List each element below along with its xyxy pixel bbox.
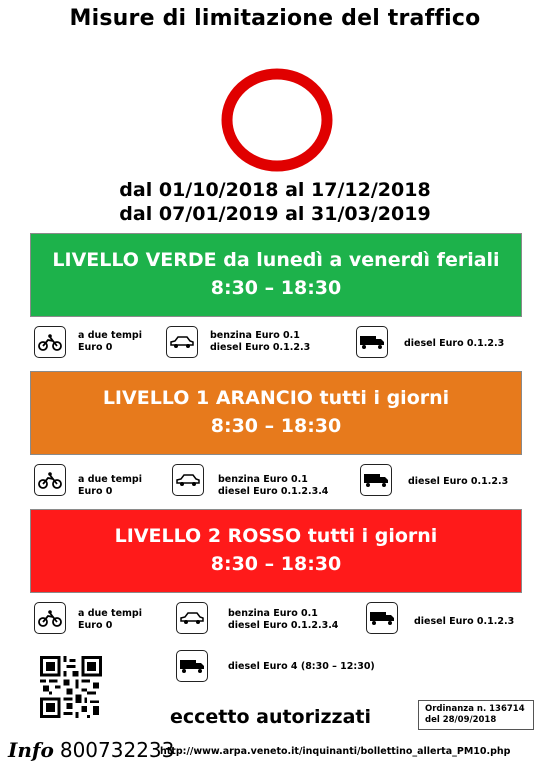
truck-restriction-label: diesel Euro 0.1.2.3	[414, 616, 515, 627]
car-restriction-label	[218, 474, 328, 498]
motorcycle-icon	[34, 602, 66, 634]
date-range-2: dal 07/01/2019 al 31/03/2019	[119, 203, 431, 225]
motorcycle-icon	[34, 326, 66, 358]
ordinance-date: del 28/09/2018	[425, 715, 497, 725]
motorcycle-icon	[34, 464, 66, 496]
info-label: Info	[8, 738, 54, 762]
qr-code-icon[interactable]	[40, 656, 102, 718]
car-diesel: diesel Euro 0.1.2.3.4	[228, 620, 339, 631]
level-orange-banner	[30, 371, 522, 455]
truck-icon	[360, 464, 392, 496]
date-range-1: dal 01/10/2018 al 17/12/2018	[119, 179, 431, 201]
truck-euro4-restriction-label: diesel Euro 4 (8:30 – 12:30)	[228, 661, 375, 672]
ordinance-box	[418, 700, 534, 730]
moto-euro: Euro 0	[78, 342, 113, 353]
truck-icon	[176, 650, 208, 682]
truck-restriction-label: diesel Euro 0.1.2.3	[404, 338, 505, 349]
page-title: Misure di limitazione del traffico	[69, 6, 481, 31]
moto-type: a due tempi	[78, 330, 142, 341]
level-red-hours: 8:30 – 18:30	[210, 553, 342, 575]
truck-icon	[366, 602, 398, 634]
car-diesel: diesel Euro 0.1.2.3	[210, 342, 311, 353]
moto-euro: Euro 0	[78, 486, 113, 497]
moto-type: a due tempi	[78, 474, 142, 485]
car-petrol: benzina Euro 0.1	[210, 330, 300, 341]
truck-icon	[356, 326, 388, 358]
level-green-banner	[30, 233, 522, 317]
truck-restriction-label: diesel Euro 0.1.2.3	[408, 476, 509, 487]
car-icon	[172, 464, 204, 496]
level-green-hours: 8:30 – 18:30	[210, 277, 342, 299]
car-diesel: diesel Euro 0.1.2.3.4	[218, 486, 329, 497]
moto-restriction-label	[78, 330, 142, 354]
car-petrol: benzina Euro 0.1	[218, 474, 308, 485]
bulletin-link[interactable]: http://www.arpa.veneto.it/inquinanti/bollettino_allerta_PM10.php	[160, 746, 511, 757]
level-green-name: LIVELLO VERDE da lunedì a venerdì feriali	[52, 249, 500, 271]
validity-dates	[0, 178, 550, 226]
car-restriction-label	[228, 608, 338, 632]
moto-type: a due tempi	[78, 608, 142, 619]
level-orange-hours: 8:30 – 18:30	[210, 415, 342, 437]
exception-note: eccetto autorizzati	[170, 706, 372, 728]
moto-restriction-label	[78, 474, 142, 498]
level-red-banner	[30, 509, 522, 593]
level-red-name: LIVELLO 2 ROSSO tutti i giorni	[114, 525, 438, 547]
ordinance-number: Ordinanza n. 136714	[425, 704, 525, 714]
level-orange-name: LIVELLO 1 ARANCIO tutti i giorni	[102, 387, 450, 409]
moto-restriction-label	[78, 608, 142, 632]
car-restriction-label	[210, 330, 310, 354]
no-vehicles-sign-icon	[218, 66, 336, 174]
info-phone[interactable]: 800732233	[59, 738, 175, 762]
moto-euro: Euro 0	[78, 620, 113, 631]
car-icon	[166, 326, 198, 358]
car-icon	[176, 602, 208, 634]
info-line	[8, 738, 174, 762]
car-petrol: benzina Euro 0.1	[228, 608, 318, 619]
